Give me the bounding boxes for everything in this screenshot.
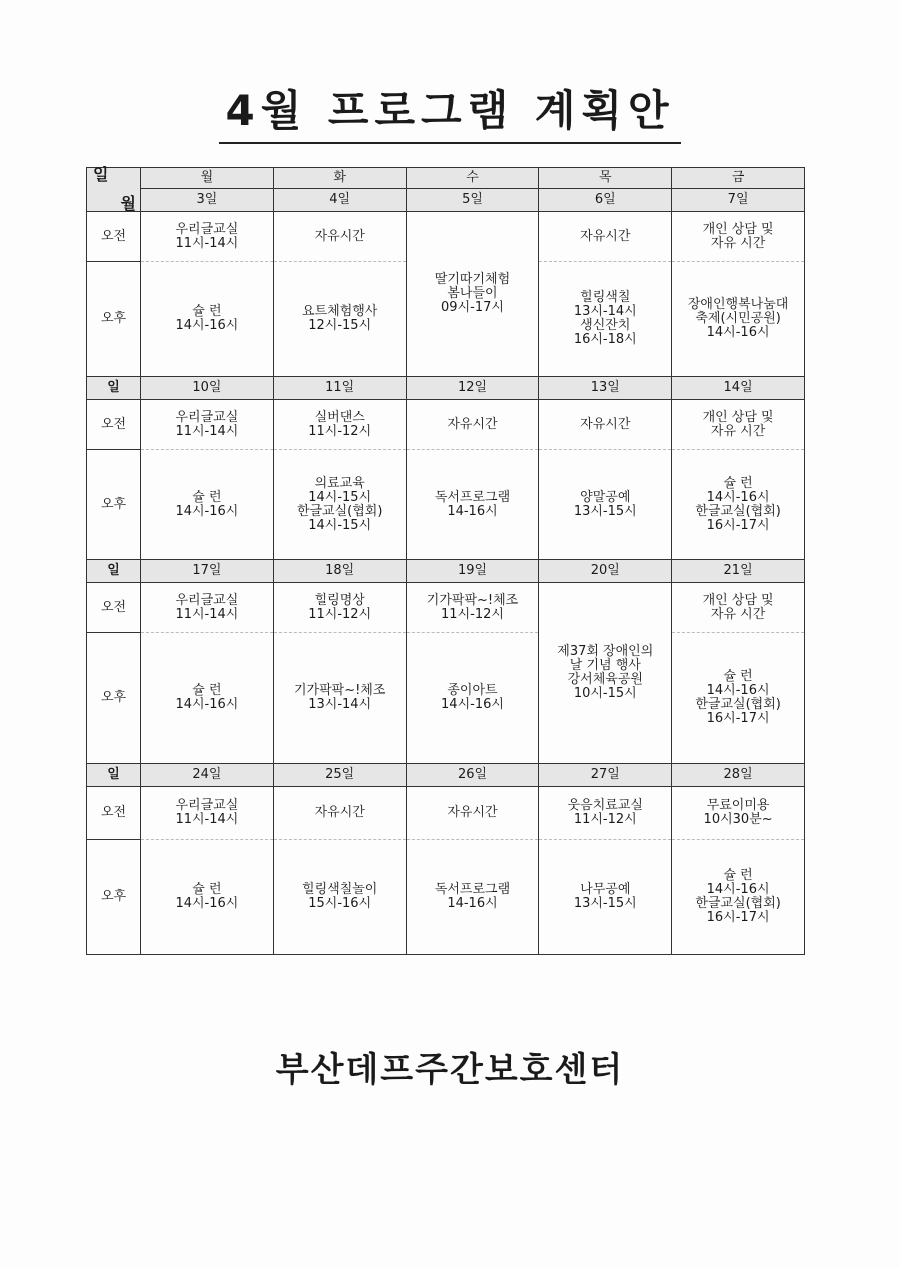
date-cell: 26일	[406, 764, 539, 787]
date-row	[87, 764, 805, 787]
pm-label: 오후	[87, 633, 141, 764]
program-cell-am: 무료이미용 10시30분~	[672, 787, 805, 840]
corner-cell	[87, 165, 141, 213]
page-title-text: 4월 프로그램 계획안	[219, 78, 680, 144]
weekday-header: 화	[273, 168, 406, 189]
page-title	[0, 78, 900, 144]
date-cell: 21일	[672, 560, 805, 583]
am-label: 오전	[87, 400, 141, 450]
weekday-header: 월	[141, 168, 274, 189]
am-row	[87, 400, 805, 450]
am-row	[87, 212, 805, 262]
day-label: 일	[87, 560, 141, 583]
program-cell-am: 실버댄스 11시-12시	[273, 400, 406, 450]
date-cell: 10일	[141, 377, 274, 400]
program-cell-pm: 슐 런 14시-16시	[141, 450, 274, 560]
program-cell-am: 힐링명상 11시-12시	[273, 583, 406, 633]
date-cell: 24일	[141, 764, 274, 787]
date-cell: 25일	[273, 764, 406, 787]
am-label: 오전	[87, 212, 141, 262]
program-cell-pm: 나무공예 13시-15시	[539, 840, 672, 955]
program-cell-am: 자유시간	[406, 400, 539, 450]
day-label: 일	[87, 764, 141, 787]
date-row	[87, 377, 805, 400]
program-cell-am: 우리글교실 11시-14시	[141, 212, 274, 262]
program-cell-pm: 슐 런 14시-16시 한글교실(협회) 16시-17시	[672, 840, 805, 955]
program-cell-am: 우리글교실 11시-14시	[141, 787, 274, 840]
pm-label: 오후	[87, 262, 141, 377]
program-cell-am: 기가팍팍~!체조 11시-12시	[406, 583, 539, 633]
pm-row	[87, 450, 805, 560]
date-cell: 7일	[672, 189, 805, 212]
date-cell: 12일	[406, 377, 539, 400]
date-cell: 11일	[273, 377, 406, 400]
date-row	[87, 189, 805, 212]
date-cell: 27일	[539, 764, 672, 787]
program-cell-pm: 장애인행복나눔대 축제(시민공원) 14시-16시	[672, 262, 805, 377]
date-cell: 13일	[539, 377, 672, 400]
program-cell-am: 개인 상담 및 자유 시간	[672, 400, 805, 450]
program-cell-pm: 힐링색칠 13시-14시 생신잔치 16시-18시	[539, 262, 672, 377]
am-label: 오전	[87, 583, 141, 633]
am-row	[87, 583, 805, 633]
date-cell: 19일	[406, 560, 539, 583]
am-row	[87, 787, 805, 840]
schedule-body	[87, 165, 805, 955]
corner-month-label: 월	[120, 194, 136, 213]
date-cell: 20일	[539, 560, 672, 583]
date-cell: 5일	[406, 189, 539, 212]
day-label: 일	[87, 377, 141, 400]
program-cell-pm: 종이아트 14시-16시	[406, 633, 539, 764]
date-cell: 4일	[273, 189, 406, 212]
program-cell-pm: 슐 런 14시-16시	[141, 633, 274, 764]
date-cell: 17일	[141, 560, 274, 583]
schedule-table	[86, 167, 805, 955]
program-cell-pm: 힐링색칠놀이 15시-16시	[273, 840, 406, 955]
program-cell-pm: 슐 런 14시-16시	[141, 840, 274, 955]
program-cell-pm: 슐 런 14시-16시	[141, 262, 274, 377]
program-cell-am: 자유시간	[273, 212, 406, 262]
date-cell: 3일	[141, 189, 274, 212]
pm-row	[87, 633, 805, 764]
date-row	[87, 560, 805, 583]
pm-row	[87, 840, 805, 955]
program-cell-allday: 제37회 장애인의 날 기념 행사 강서체육공원 10시-15시	[539, 583, 672, 764]
program-cell-am: 웃음치료교실 11시-12시	[539, 787, 672, 840]
program-cell-pm: 양말공예 13시-15시	[539, 450, 672, 560]
weekday-header: 금	[672, 168, 805, 189]
program-cell-pm: 슐 런 14시-16시 한글교실(협회) 16시-17시	[672, 633, 805, 764]
program-cell-am: 우리글교실 11시-14시	[141, 400, 274, 450]
program-cell-pm: 슐 런 14시-16시 한글교실(협회) 16시-17시	[672, 450, 805, 560]
program-cell-pm: 독서프로그램 14-16시	[406, 450, 539, 560]
program-cell-am: 개인 상담 및 자유 시간	[672, 583, 805, 633]
date-cell: 28일	[672, 764, 805, 787]
program-cell-pm: 기가팍팍~!체조 13시-14시	[273, 633, 406, 764]
program-cell-pm: 요트체험행사 12시-15시	[273, 262, 406, 377]
corner-day-label: 일	[93, 165, 109, 184]
am-label: 오전	[87, 787, 141, 840]
program-cell-am: 자유시간	[539, 400, 672, 450]
weekday-header: 수	[406, 168, 539, 189]
program-cell-pm: 의료교육 14시-15시 한글교실(협회) 14시-15시	[273, 450, 406, 560]
weekday-header-row	[87, 168, 805, 189]
date-cell: 14일	[672, 377, 805, 400]
pm-label: 오후	[87, 450, 141, 560]
program-cell-allday: 딸기따기체험 봄나들이 09시-17시	[406, 212, 539, 377]
program-cell-am: 자유시간	[539, 212, 672, 262]
center-name: 부산데프주간보호센터	[275, 1050, 625, 1090]
program-cell-am: 우리글교실 11시-14시	[141, 583, 274, 633]
program-cell-am: 자유시간	[273, 787, 406, 840]
program-cell-pm: 독서프로그램 14-16시	[406, 840, 539, 955]
weekday-header: 목	[539, 168, 672, 189]
date-cell: 18일	[273, 560, 406, 583]
program-cell-am: 자유시간	[406, 787, 539, 840]
pm-label: 오후	[87, 840, 141, 955]
date-cell: 6일	[539, 189, 672, 212]
program-cell-am: 개인 상담 및 자유 시간	[672, 212, 805, 262]
